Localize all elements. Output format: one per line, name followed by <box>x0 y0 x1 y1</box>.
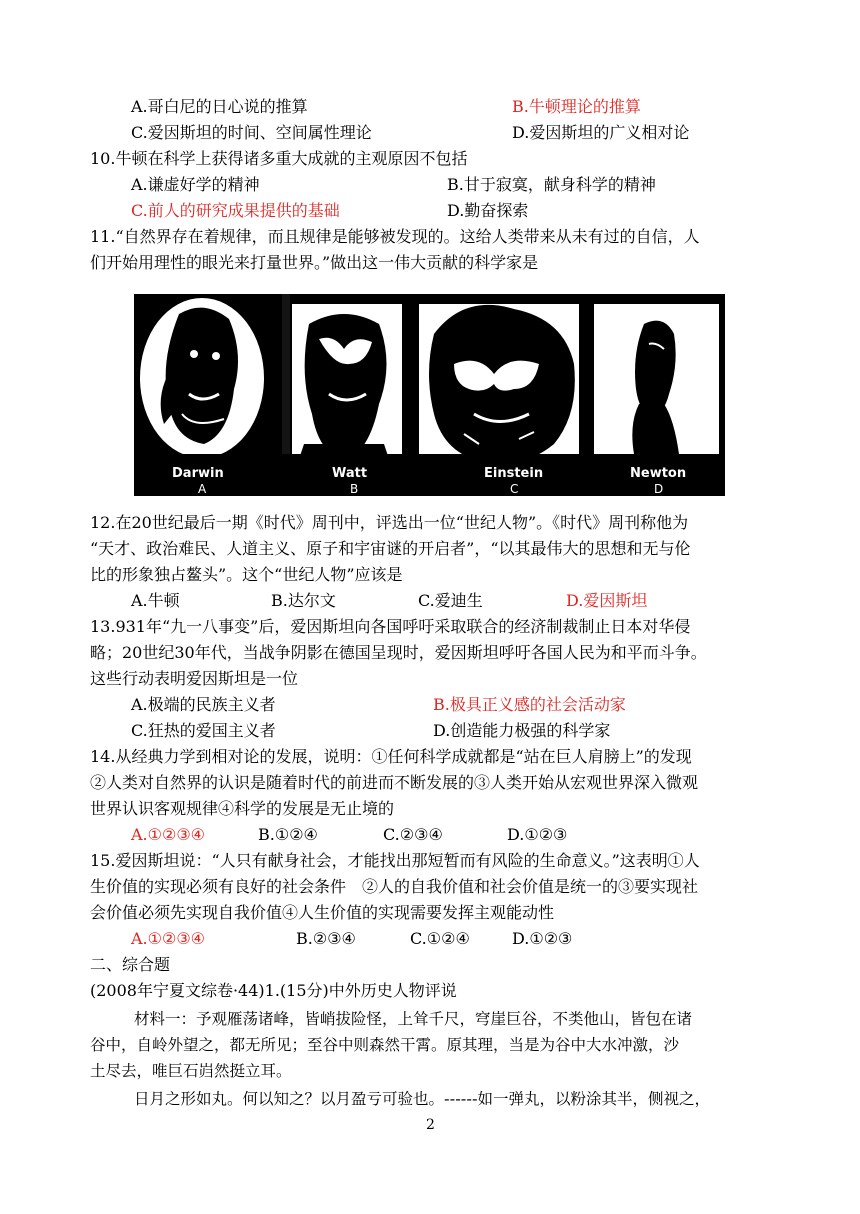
caption-einstein-letter: C <box>510 482 519 496</box>
q15-stem-line2: 生价值的实现必须有良好的社会条件 ②人的自我价值和社会价值是统一的③要实现社 <box>90 877 699 896</box>
q15-option-c: C.①②④ <box>410 929 470 948</box>
q12-option-b: B.达尔文 <box>271 591 336 610</box>
q11-stem-line1: 11.“自然界存在着规律，而且规律是能够被发现的。这给人类带来从未有过的自信，人 <box>90 227 700 246</box>
caption-darwin: Darwin <box>172 466 224 481</box>
q14-stem-line1: 14.从经典力学到相对论的发展，说明：①任何科学成就都是“站在巨人肩膀上”的发现 <box>90 747 692 766</box>
q12-option-c: C.爱迪生 <box>418 591 483 610</box>
caption-einstein: Einstein <box>484 466 544 481</box>
q12-stem-line3: 比的形象独占鳌头”。这个“世纪人物”应该是 <box>90 565 403 584</box>
q9-option-c: C.爱因斯坦的时间、空间属性理论 <box>131 123 372 142</box>
portrait-darwin <box>140 298 264 458</box>
q9-option-b: B.牛顿理论的推算 <box>512 97 641 116</box>
q10-option-a: A.谦虚好学的精神 <box>131 175 260 194</box>
q13-option-d: D.创造能力极强的科学家 <box>433 721 611 740</box>
q13-option-b: B.极具正义感的社会活动家 <box>433 695 626 714</box>
q14-stem-line3: 世界认识客观规律④科学的发展是无止境的 <box>90 799 395 818</box>
q15-stem-line3: 会价值必须先实现自我价值④人生价值的实现需要发挥主观能动性 <box>90 903 555 922</box>
material1-line2: 谷中，自岭外望之，都无所见；至谷中则森然干霄。原其理，当是为谷中大水冲激，沙 <box>90 1036 680 1054</box>
q14-stem-line2: ②人类对自然界的认识是随着时代的前进而不断发展的③人类开始从宏观世界深入微观 <box>90 773 699 792</box>
q9-option-d: D.爱因斯坦的广义相对论 <box>512 123 690 142</box>
caption-watt: Watt <box>332 466 368 481</box>
q10-option-b: B.甘于寂寞，献身科学的精神 <box>447 175 656 194</box>
q15-option-d: D.①②③ <box>512 929 573 948</box>
q13-stem-line3: 这些行动表明爱因斯坦是一位 <box>90 669 299 688</box>
material1-line3: 土尽去，唯巨石岿然挺立耳。 <box>90 1062 292 1080</box>
portrait-einstein <box>419 304 579 464</box>
caption-newton: Newton <box>630 466 687 481</box>
q12-stem-line2: “天才、政治难民、人道主义、原子和宇宙谜的开启者”，“以其最伟大的思想和无与伦 <box>90 539 691 558</box>
q12-stem-line1: 12.在20世纪最后一期《时代》周刊中，评选出一位“世纪人物”。《时代》周刊称他为 <box>90 513 689 532</box>
q13-option-c: C.狂热的爱国主义者 <box>131 721 276 740</box>
q15-option-b: B.②③④ <box>296 929 356 948</box>
material2-line1: 日月之形如丸。何以知之？以月盈亏可验也。------如一弹丸，以粉涂其半，侧视之， <box>134 1090 711 1108</box>
material1-line1: 材料一：予观雁荡诸峰，皆峭拔险怪，上耸千尺，穹崖巨谷，不类他山，皆包在诸 <box>134 1010 693 1028</box>
page-number: 2 <box>426 1117 435 1133</box>
q14-option-a: A.①②③④ <box>131 825 206 844</box>
q11-stem-line2: 们开始用理性的眼光来打量世界。”做出这一伟大贡献的科学家是 <box>90 253 539 272</box>
q14-option-b: B.①②④ <box>258 825 318 844</box>
q15-option-a: A.①②③④ <box>131 929 206 948</box>
caption-watt-letter: B <box>350 482 359 496</box>
q13-stem-line1: 13.931年“九一八事变”后，爱因斯坦向各国呼吁采取联合的经济制裁制止日本对华侵 <box>90 617 691 636</box>
q13-option-a: A.极端的民族主义者 <box>131 695 276 714</box>
q10-option-d: D.勤奋探索 <box>447 201 529 220</box>
section-heading: 二、综合题 <box>90 955 171 974</box>
q10-stem: 10.牛顿在科学上获得诸多重大成就的主观原因不包括 <box>90 149 468 168</box>
caption-newton-letter: D <box>654 482 664 496</box>
q9-option-a: A.哥白尼的日心说的推算 <box>131 97 308 116</box>
q14-option-c: C.②③④ <box>383 825 443 844</box>
portrait-watt <box>292 304 402 459</box>
question-source: (2008年宁夏文综卷·44)1.(15分)中外历史人物评说 <box>90 981 457 1000</box>
scientist-portraits <box>134 294 725 496</box>
q14-option-d: D.①②③ <box>507 825 568 844</box>
q10-option-c: C.前人的研究成果提供的基础 <box>131 201 340 220</box>
portrait-newton <box>594 304 719 462</box>
q15-stem-line1: 15.爱因斯坦说：“人只有献身社会，才能找出那短暂而有风险的生命意义。”这表明①人 <box>90 851 700 870</box>
q13-stem-line2: 略；20世纪30年代，当战争阴影在德国呈现时，爱因斯坦呼吁各国人民为和平而斗争。 <box>90 643 707 662</box>
q12-option-a: A.牛顿 <box>131 591 180 610</box>
q12-option-d: D.爱因斯坦 <box>566 591 648 610</box>
caption-darwin-letter: A <box>198 482 207 496</box>
